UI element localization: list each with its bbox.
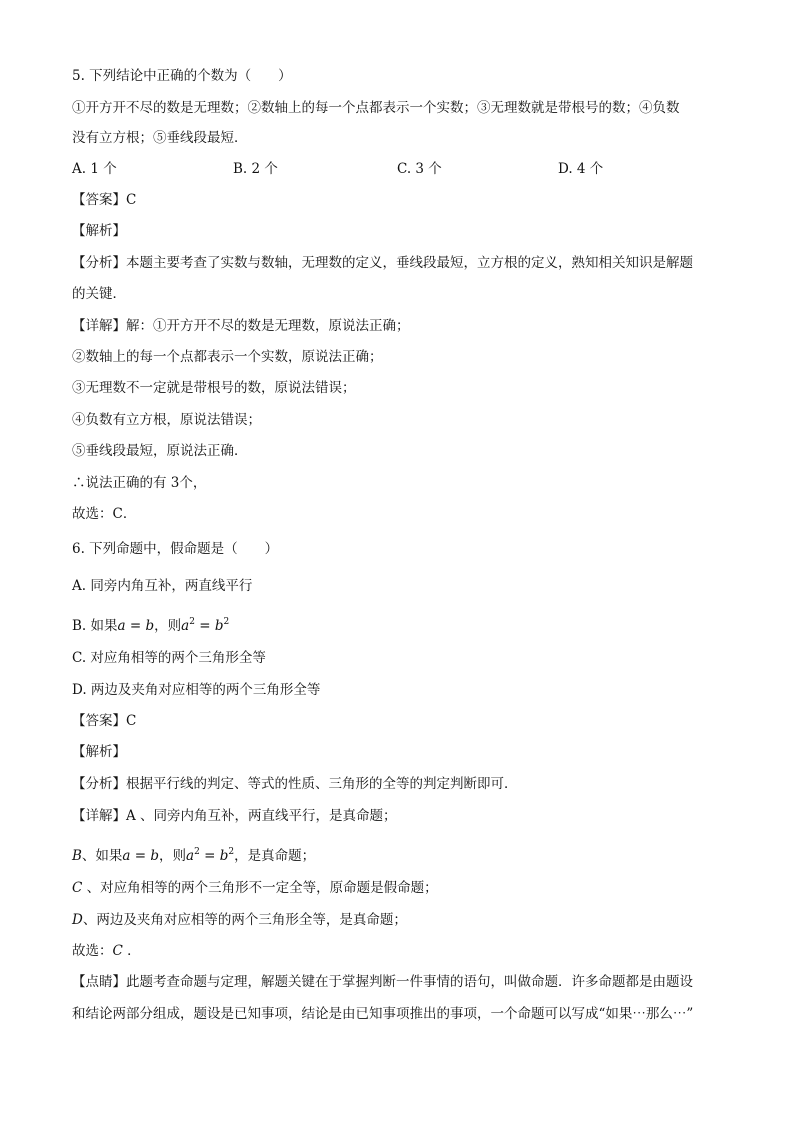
q5-detail-line-5: ⑤垂线段最短，原说法正确．: [72, 443, 248, 459]
q6-detail-d-label: D: [72, 912, 83, 928]
q6-detail-b-suffix: ，是真命题；: [234, 848, 316, 864]
q6-option-b-a2: $a^2$: [181, 617, 195, 634]
q6-choice-letter: C: [112, 943, 123, 959]
q6-detail-b: [72, 842, 315, 866]
q6-detail-a: 【详解】A 、同旁内角互补，两直线平行，是真命题；: [72, 808, 397, 824]
q6-detail-b-a: a: [122, 848, 131, 864]
q5-option-b: B. 2 个: [233, 161, 278, 177]
q6-detail-b-label: B: [72, 848, 82, 864]
q5-detail-line-4: ④负数有立方根，原说法错误；: [72, 412, 261, 428]
q5-stem-line-1: ①开方开不尽的数是无理数；②数轴上的每一个点都表示一个实数；③无理数就是带根号的数；④负数: [72, 100, 680, 116]
q6-detail-b-mid: ，则: [159, 848, 187, 864]
q5-analysis-label: 【解析】: [72, 223, 126, 239]
q6-detail-b-eq2: =: [199, 848, 220, 864]
q6-option-b-a: a: [117, 618, 126, 634]
q6-detail-d-text: 、两边及夹角对应相等的两个三角形全等，是真命题；: [82, 912, 407, 928]
q6-detail-b-prefix: 、如果: [81, 848, 123, 864]
q6-option-b-b2: $b^2$: [214, 617, 230, 634]
q5-option-a: A. 1 个: [72, 161, 117, 177]
q5-answer: 【答案】C: [72, 192, 137, 208]
q5-option-d: D. 4 个: [558, 161, 604, 177]
q6-detail-c-label: C: [72, 880, 83, 896]
q6-option-b: [72, 612, 229, 636]
q6-option-c: C. 对应角相等的两个三角形全等: [72, 650, 266, 666]
q6-option-b-eq: =: [125, 618, 146, 634]
q5-detail-line-7: 故选：C．: [72, 506, 137, 522]
q6-choice-prefix: 故选：: [72, 943, 113, 959]
q6-option-d: D. 两边及夹角对应相等的两个三角形全等: [72, 682, 321, 698]
q6-option-b-prefix: B. 如果: [72, 618, 118, 634]
q6-choice-suffix: ．: [122, 943, 141, 959]
q6-detail-b-a2: $a^2$: [186, 847, 200, 864]
q6-fenxi: 【分析】根据平行线的判定、等式的性质、三角形的全等的判定判断即可．: [72, 776, 518, 792]
q6-analysis-label: 【解析】: [72, 744, 126, 760]
q5-stem-line-2: 没有立方根；⑤垂线段最短．: [72, 130, 248, 146]
q6-dianjing-line-2: 和结论两部分组成，题设是已知事项，结论是由已知事项推出的事项，一个命题可以写成“如果⋯那么⋯”: [72, 1006, 694, 1022]
q5-detail-line-2: ②数轴上的每一个点都表示一个实数，原说法正确；: [72, 349, 383, 365]
q6-stem: 6. 下列命题中，假命题是（ ）: [72, 541, 279, 557]
q6-detail-b-b2: $b^2$: [219, 847, 235, 864]
q6-answer: 【答案】C: [72, 713, 137, 729]
q5-detail-line-6: ∴说法正确的有 3个，: [72, 475, 207, 491]
q6-detail-c: [72, 878, 438, 898]
q5-option-c: C. 3 个: [397, 161, 442, 177]
q5-detail-line-1: 【详解】解：①开方开不尽的数是无理数，原说法正确；: [72, 318, 410, 334]
q6-detail-d: [72, 910, 407, 930]
q6-choice: [72, 941, 141, 961]
q5-fenxi-line-2: 的关键．: [72, 286, 126, 302]
q6-option-b-eq2: =: [194, 618, 215, 634]
q6-option-b-mid: ，则: [154, 618, 182, 634]
q6-detail-c-text: 、对应角相等的两个三角形不一定全等，原命题是假命题；: [82, 880, 438, 896]
q6-dianjing-line-1: 【点睛】此题考查命题与定理，解题关键在于掌握判断一件事情的语句，叫做命题．许多命题都是由题设: [72, 974, 693, 990]
q5-detail-line-3: ③无理数不一定就是带根号的数，原说法错误；: [72, 380, 356, 396]
q5-stem: 5. 下列结论中正确的个数为（ ）: [72, 68, 292, 84]
q5-fenxi-line-1: 【分析】本题主要考查了实数与数轴，无理数的定义，垂线段最短，立方根的定义，熟知相关知识是解题: [72, 255, 693, 271]
q6-detail-b-b: b: [150, 848, 160, 864]
q6-detail-b-eq: =: [130, 848, 151, 864]
q6-option-b-b: b: [145, 618, 155, 634]
q6-option-a: A. 同旁内角互补，两直线平行: [72, 578, 253, 594]
